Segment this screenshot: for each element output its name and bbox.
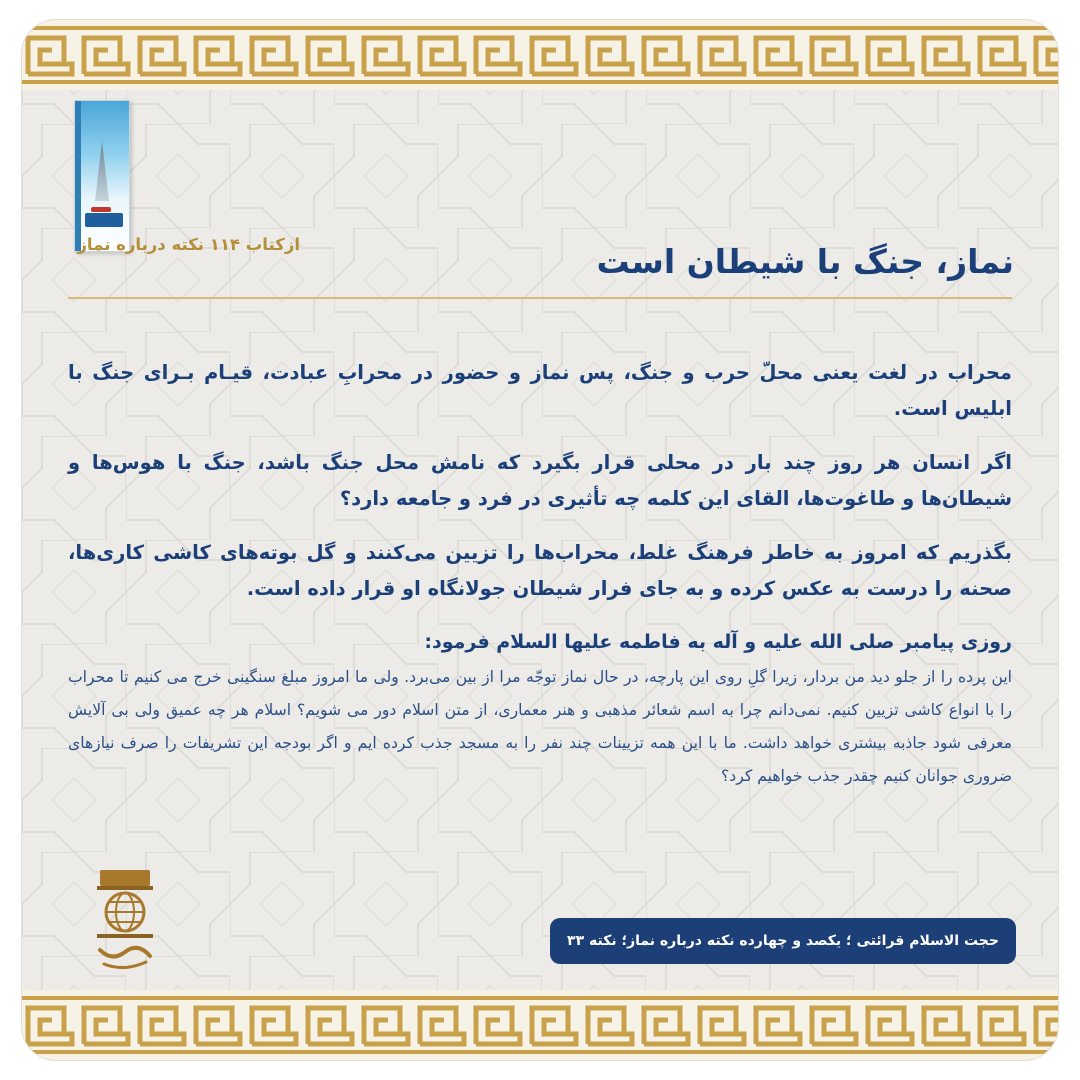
source-label: ازکتاب ۱۱۴ نکته درباره نماز xyxy=(77,235,300,254)
book-title-label xyxy=(85,213,123,227)
book-cover-image xyxy=(74,100,130,252)
top-ornamental-border xyxy=(22,20,1058,90)
post-card xyxy=(22,20,1058,1060)
quote-body: این پرده را از جلو دید من بردار، زیرا گلِ روی این پارچه، در حال نماز توجّه مرا از بین می‌برد. ولی ما امروز مبلغ سنگینی خرج می کنیم تا محراب را با انواع کاشی تزیین کنیم. نمی‌دانم چرا به اسم شعائر مذهبی و هنر معماری، از متن اسلام دور می شویم؟ اسلام هر چه عمیق ولی بی آلایش معرفی شود جاذبه بیشتری خواهد داشت. ما با این همه تزیینات چند نفر را به مسجد جذب کرده ایم و اگر بودجه این تشریفات را صرف نیازهای ضروری جوانان کنیم چقدر جذب خواهیم کرد؟ xyxy=(68,668,1012,785)
citation-badge: حجت الاسلام قرائتی ؛ یکصد و چهارده نکته درباره نماز؛ نکته ۳۳ xyxy=(550,918,1016,964)
minaret-icon xyxy=(95,141,109,201)
paragraph-3: بگذریم که امروز به خاطر فرهنگ غلط، محراب‌ها را تزیین می‌کنند و گل بوته‌های کاشی کاری‌ها، صحنه را درست به عکس کرده و به جای فرار شیطان جولانگاه او قرار داده است. xyxy=(68,541,1012,600)
organization-logo xyxy=(94,866,156,974)
title-divider xyxy=(68,297,1012,299)
book-spine xyxy=(75,101,81,251)
article-body xyxy=(68,355,1012,793)
paragraph-2: اگر انسان هر روز چند بار در محلی قرار بگیرد که نامش محل جنگ باشد، جنگ با هوس‌ها و شیطان‌ها و طاغوت‌ها، القای این کلمه چه تأثیری در فرد و جامعه دارد؟ xyxy=(68,451,1012,510)
book-accent xyxy=(91,207,111,212)
bottom-ornamental-border xyxy=(22,990,1058,1060)
quote-intro: روزی پیامبر صلی الله علیه و آله به فاطمه علیها السلام فرمود: xyxy=(424,631,1012,653)
paragraph-1: محراب در لغت یعنی محلّ حرب و جنگ، پس نماز و حضور در محرابِ عبادت، قیـام بـرای جنگ با ابلیس است. xyxy=(68,361,1012,420)
page-title: نماز، جنگ با شیطان است xyxy=(596,242,1014,281)
